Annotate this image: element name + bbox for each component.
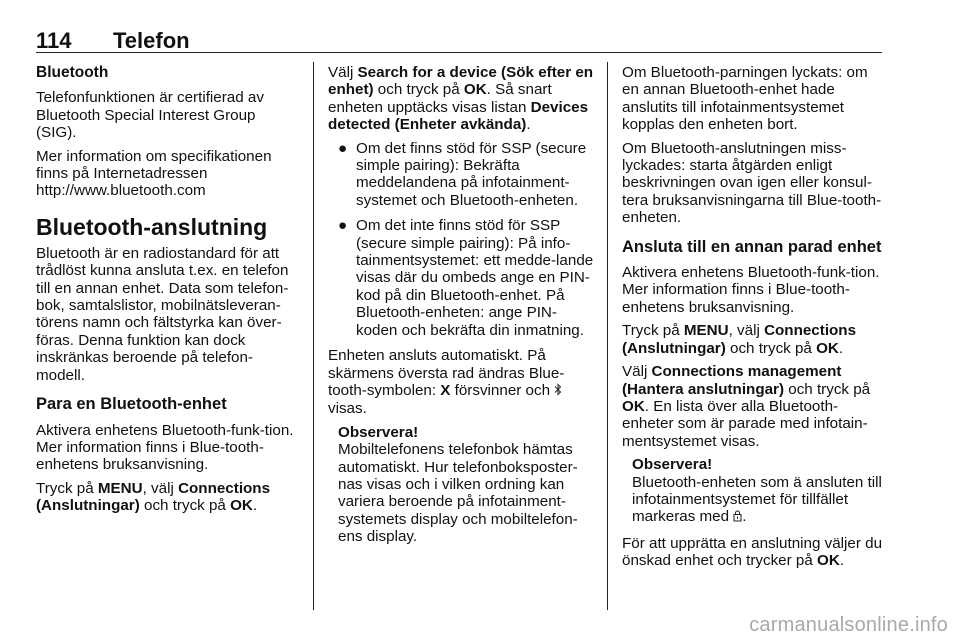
paragraph: Bluetooth är en radiostandard för att trådlöst kunna ansluta t.ex. en telefon till en annan enhet. Data som telefon-bok, samtalslistor, mobilnätsleveran-törens namn och fältstyrka kan över-föras. Denna funktion kan dock inskränkas beroende på telefon-modell. — [36, 244, 289, 384]
note-box — [622, 456, 888, 527]
menu-term: MENU — [683, 322, 729, 340]
paragraph: Aktivera enhetens Bluetooth-funk-tion. Mer information finns i Blue-tooth-enhetens bruksanvisning. — [622, 264, 880, 316]
text: och tryck på — [139, 497, 231, 515]
connected-device-icon — [733, 509, 742, 526]
column-left — [36, 64, 300, 521]
bullet-item — [328, 140, 594, 210]
paragraph — [622, 535, 888, 570]
text: . — [838, 339, 844, 357]
paragraph — [328, 64, 594, 134]
text: och tryck på — [373, 81, 464, 99]
paragraph: Telefonfunktionen är certifierad av Bluetooth Special Interest Group (SIG). — [36, 89, 264, 142]
paragraph: Aktivera enhetens Bluetooth-funk-tion. Mer information finns i Blue-tooth-enhetens bruksanvisning. — [36, 421, 294, 474]
paragraph — [622, 363, 888, 450]
paragraph: Om Bluetooth-anslutningen miss-lyckades: starta åtgärden enligt beskrivningen ovan igen eller konsul-tera bruksanvisningarna till Blue-tooth-enheten. — [622, 139, 882, 227]
section-heading-bluetooth: Bluetooth — [36, 64, 109, 81]
text: . En lista över alla Bluetooth-enheter som är parade med infotain-mentsystemet visas. — [622, 397, 868, 450]
column-divider — [607, 62, 608, 610]
bluetooth-icon — [554, 383, 562, 400]
text: Enheten ansluts automatiskt. På skärmens översta rad ändras Blue-tooth-symbolen: — [328, 347, 565, 399]
note-box — [328, 424, 594, 546]
column-right — [622, 64, 888, 576]
text: . — [742, 508, 747, 526]
bullet-item — [328, 217, 594, 339]
menu-term: Devices detected (Enheter avkända) — [328, 98, 589, 134]
text: . — [252, 497, 258, 515]
text: , välj — [142, 479, 179, 497]
bullet-text: Om det inte finns stöd för SSP (secure simple pairing): På info-tainmentsystemet: ett medde-lande visas där du ombeds ange en PIN-kod på din Bluetooth-enhet. På Bluetooth-enheten: ange PIN-koden och bekräfta din inmatning. — [356, 217, 594, 339]
symbol-term: X — [440, 381, 451, 399]
menu-term: OK — [230, 497, 253, 515]
url-text: http://www.bluetooth.com — [36, 182, 206, 200]
paragraph — [328, 347, 594, 418]
text: För att upprätta en anslutning väljer du önskad enhet och trycker på — [622, 534, 883, 570]
text: Tryck på — [622, 322, 684, 340]
page-header — [36, 28, 882, 53]
bullet-icon: ● — [338, 139, 348, 157]
paragraph — [622, 322, 888, 357]
paragraph: Om Bluetooth-parningen lyckats: om en annan Bluetooth-enhet hade anslutits till infotainmentsystemet kopplas den enheten bort. — [622, 64, 868, 134]
menu-term: MENU — [97, 479, 143, 497]
menu-term: OK — [622, 397, 645, 415]
note-title: Observera! — [338, 423, 419, 441]
chapter-heading-connection: Bluetooth-anslutning — [36, 213, 268, 240]
menu-term: Connections (Anslutningar) — [36, 479, 271, 515]
column-divider — [313, 62, 314, 610]
menu-term: OK — [816, 339, 839, 357]
menu-term: Connections management (Hantera anslutningar) — [622, 363, 842, 398]
subheading-pair-device: Para en Bluetooth-enhet — [36, 395, 227, 414]
menu-term: OK — [817, 552, 840, 570]
column-middle — [328, 64, 594, 554]
text: Bluetooth-enheten som ä ansluten till infotainmentsystemet för tillfället markeras med — [632, 473, 882, 526]
paragraph — [36, 480, 300, 515]
note-text: Mobiltelefonens telefonbok hämtas automatiskt. Hur telefonboksposter-nas visas och i vilken ordning kan variera beroende på infotainment-systemets display och mobiltelefon-ens display. — [338, 441, 578, 546]
text: och tryck på — [725, 339, 817, 357]
watermark-text: carmanualsonline.info — [749, 614, 948, 636]
text: Välj — [622, 363, 652, 381]
menu-term: OK — [463, 81, 487, 99]
text: och tryck på — [784, 380, 871, 398]
subheading-connect-other: Ansluta till en annan parad enhet — [622, 237, 882, 256]
text: Tryck på — [36, 479, 98, 497]
text: . Så snart enheten upptäcks visas listan — [328, 81, 552, 116]
paragraph-text: Mer information om specifikationen finns på Internetadressen — [36, 147, 272, 183]
text: Välj — [328, 64, 358, 81]
menu-term: Search for a device (Sök efter en enhet) — [328, 64, 594, 99]
text: . — [839, 552, 845, 570]
menu-term: Connections (Anslutningar) — [622, 322, 857, 357]
bullet-icon: ● — [338, 217, 348, 235]
note-text — [632, 474, 888, 527]
text: försvinner och — [450, 381, 555, 399]
chapter-title: Telefon — [113, 28, 190, 53]
note-title: Observera! — [632, 456, 713, 474]
text: visas. — [328, 400, 367, 418]
page-number: 114 — [36, 28, 72, 53]
bullet-text: Om det finns stöd för SSP (secure simple pairing): Bekräfta meddelandena på infotainment-systemet och Bluetooth-enheten. — [356, 139, 587, 209]
text: . — [526, 116, 531, 134]
text: , välj — [728, 322, 765, 340]
paragraph — [36, 148, 300, 200]
